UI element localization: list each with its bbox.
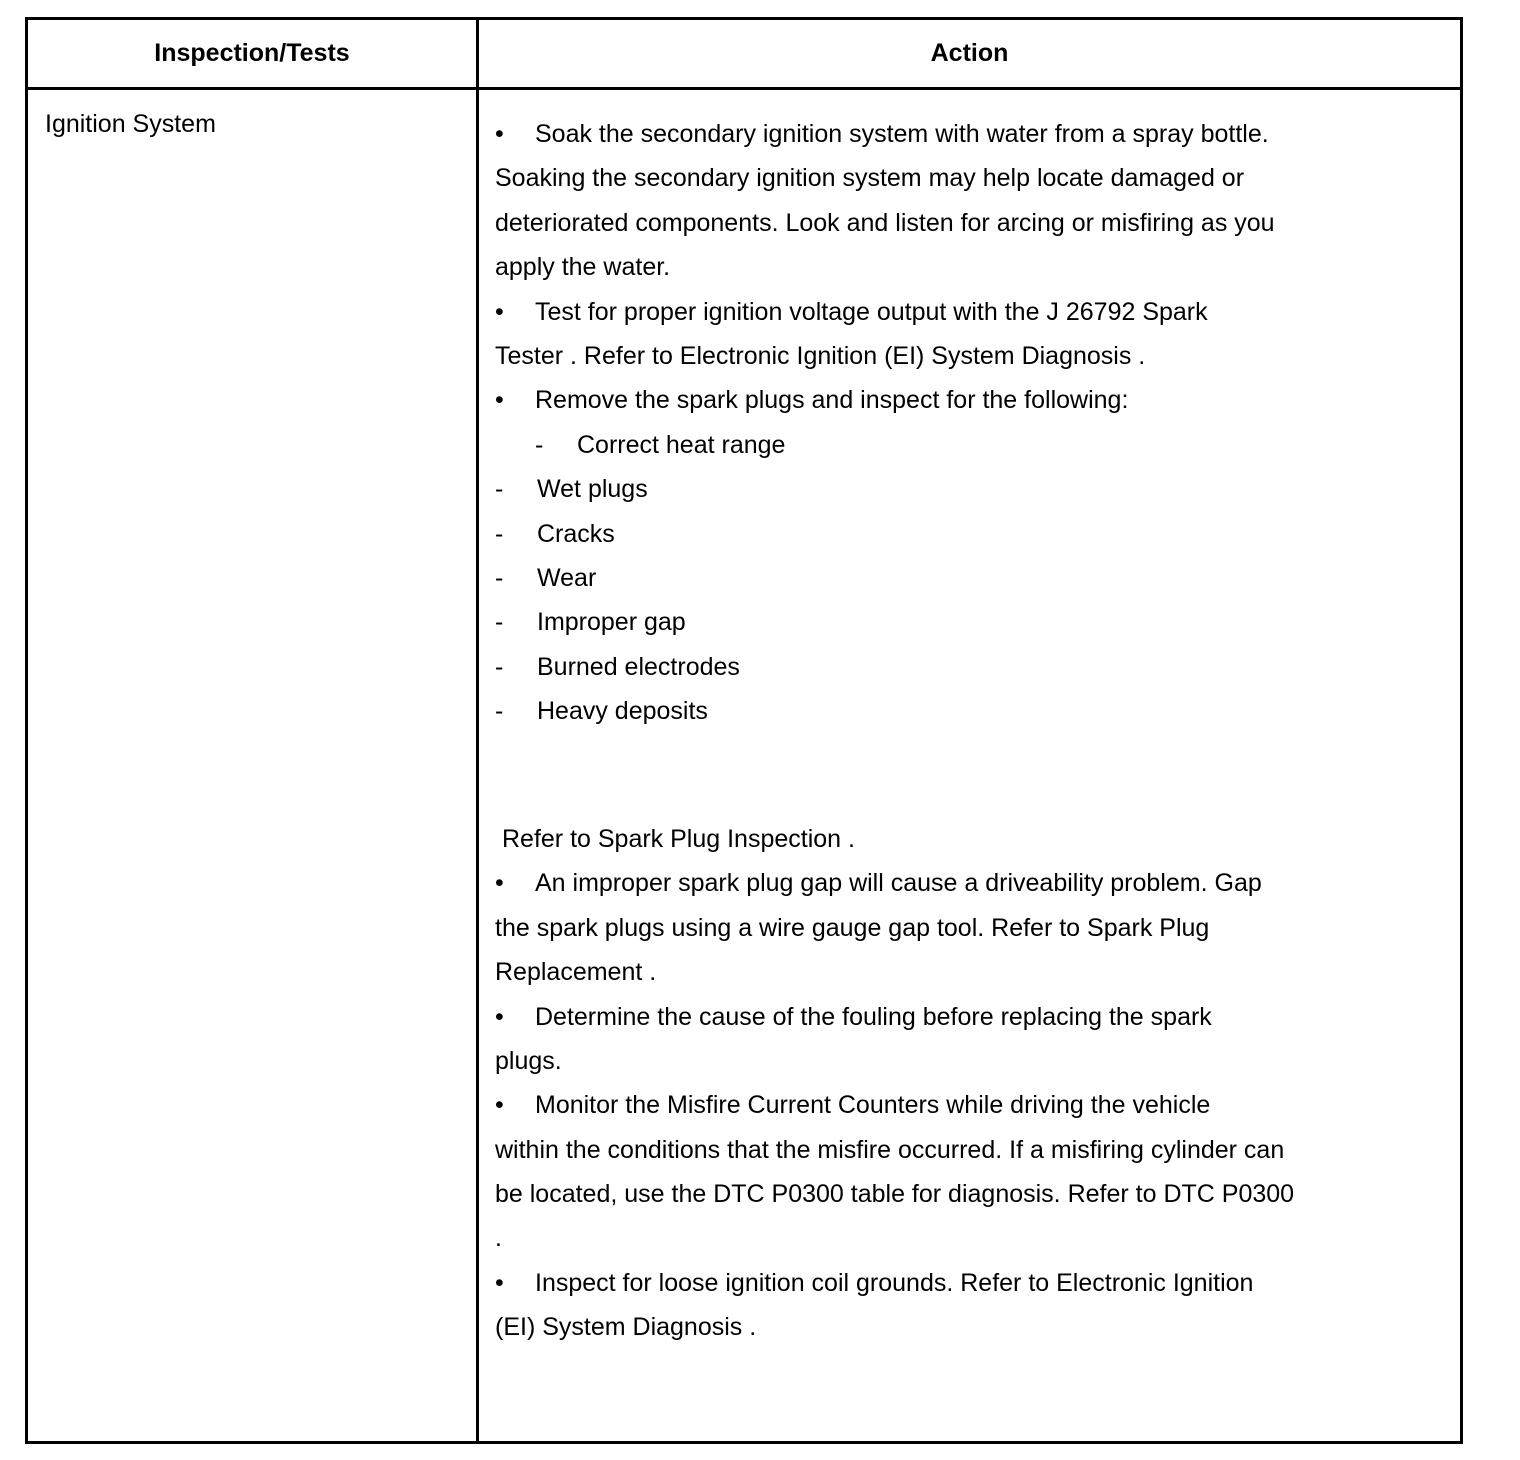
action-line: Replacement . (495, 958, 657, 987)
action-line (495, 1083, 1395, 1127)
diagnostic-table (25, 17, 1463, 1444)
spacer (495, 733, 1395, 817)
action-line (495, 378, 1395, 422)
inspect-item (495, 645, 1395, 689)
action-text: Soak the secondary ignition system with water from a spray bottle. (535, 120, 1269, 148)
bullet-mark: • (495, 1002, 504, 1031)
action-text: Monitor the Misfire Current Counters while driving the vehicle (535, 1091, 1211, 1120)
action-line (495, 112, 1395, 156)
action-line: within the conditions that the misfire occurred. If a misfiring cylinder can (495, 1135, 1285, 1164)
dash-mark: - (495, 519, 504, 548)
action-text: Determine the cause of the fouling before replacing the spark (535, 1002, 1212, 1031)
dash-mark: - (495, 608, 504, 637)
bullet-mark: • (495, 297, 504, 326)
action-line: apply the water. (495, 253, 671, 282)
inspect-item (495, 467, 1395, 511)
action-line: Soaking the secondary ignition system may help locate damaged or (495, 164, 1245, 193)
header-divider (28, 87, 1460, 90)
bullet-mark: • (495, 386, 504, 415)
inspect-item (495, 512, 1395, 556)
action-line: deteriorated components. Look and listen for arcing or misfiring as you (495, 208, 1275, 237)
action-line (495, 290, 1395, 334)
inspect-item-text: Correct heat range (577, 430, 786, 459)
action-line: (EI) System Diagnosis . (495, 1313, 757, 1342)
column-divider (476, 20, 479, 1441)
inspect-item (495, 689, 1395, 733)
inspect-item-text: Heavy deposits (537, 697, 708, 726)
action-line (495, 1261, 1395, 1305)
inspect-item-text: Wear (537, 563, 597, 592)
bullet-mark: • (495, 869, 504, 898)
action-line: Tester . Refer to Electronic Ignition (EI) System Diagnosis . (495, 341, 1146, 370)
inspect-item (495, 423, 1395, 467)
bullet-mark: • (495, 1091, 504, 1120)
inspect-item-text: Burned electrodes (537, 652, 740, 681)
dash-mark: - (535, 430, 544, 459)
dash-mark: - (495, 475, 504, 504)
header-action: Action (930, 39, 1009, 67)
header-inspection-tests: Inspection/Tests (154, 39, 350, 67)
dash-mark: - (495, 563, 504, 592)
refer-spark-plug-inspection: Refer to Spark Plug Inspection . (502, 824, 855, 853)
bullet-mark: • (495, 1268, 504, 1297)
action-text: Inspect for loose ignition coil grounds. Refer to Electronic Ignition (535, 1268, 1254, 1297)
dash-mark: - (495, 652, 504, 681)
action-text: Test for proper ignition voltage output with the J 26792 Spark (535, 297, 1208, 326)
action-line (495, 995, 1395, 1039)
action-line: the spark plugs using a wire gauge gap tool. Refer to Spark Plug (495, 913, 1210, 942)
dash-mark: - (495, 697, 504, 726)
inspect-item-text: Improper gap (537, 608, 686, 637)
action-line (495, 861, 1395, 905)
action-text: An improper spark plug gap will cause a driveability problem. Gap (535, 869, 1262, 898)
bullet-mark: • (495, 120, 504, 148)
inspection-cell: Ignition System (45, 110, 216, 138)
action-text: Remove the spark plugs and inspect for the following: (535, 386, 1129, 415)
action-line: be located, use the DTC P0300 table for diagnosis. Refer to DTC P0300 (495, 1180, 1295, 1209)
action-line: . (495, 1224, 502, 1253)
action-cell (495, 112, 1395, 1350)
inspect-item-text: Wet plugs (537, 475, 648, 504)
action-line: plugs. (495, 1046, 562, 1075)
inspect-item-text: Cracks (537, 519, 615, 548)
inspect-item (495, 556, 1395, 600)
inspect-item (495, 600, 1395, 644)
